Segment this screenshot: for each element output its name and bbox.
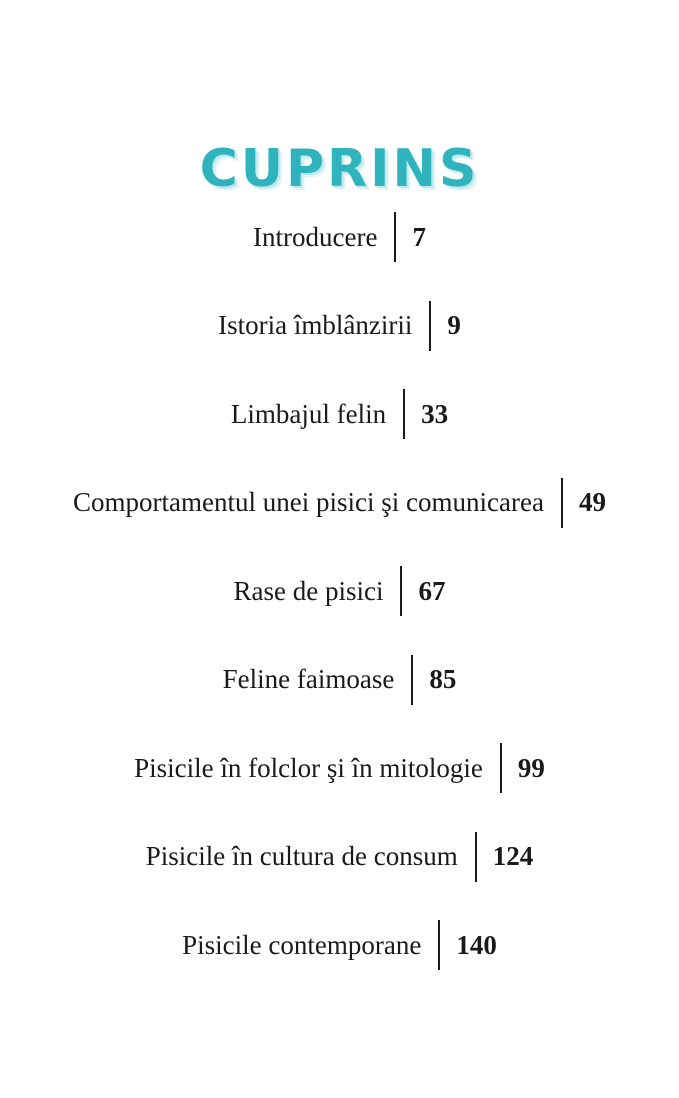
toc-entry-page: 85 bbox=[429, 664, 457, 694]
toc-divider bbox=[411, 655, 413, 705]
toc-entry-title: Pisicile în cultura de consum bbox=[145, 841, 458, 871]
toc-divider bbox=[438, 920, 440, 970]
toc-entry-page: 67 bbox=[418, 575, 446, 606]
toc-entry-title: Comportamentul unei pisici şi comunicarea bbox=[73, 487, 544, 517]
toc-entry bbox=[0, 832, 679, 882]
toc-divider bbox=[394, 212, 396, 262]
toc-entry bbox=[0, 478, 679, 528]
toc-entry-page: 33 bbox=[421, 398, 449, 429]
toc-entry bbox=[0, 920, 679, 970]
toc-entry bbox=[0, 655, 679, 705]
toc-entry bbox=[0, 566, 679, 616]
toc-entry-title: Istoria îmblânzirii bbox=[218, 310, 413, 340]
toc-entry-page: 140 bbox=[456, 929, 497, 960]
toc-entry-title: Limbajul felin bbox=[230, 398, 387, 429]
toc-entry bbox=[0, 301, 679, 351]
toc-divider bbox=[561, 478, 563, 528]
toc-divider bbox=[500, 743, 502, 793]
toc-entry-page: 124 bbox=[492, 841, 534, 871]
toc-entry-title: Feline faimoase bbox=[222, 664, 395, 694]
toc-entry-page: 9 bbox=[447, 310, 461, 340]
toc-entry-title: Pisicile contemporane bbox=[182, 929, 422, 960]
table-of-contents bbox=[0, 212, 679, 1009]
toc-divider bbox=[403, 389, 405, 439]
toc-entry-title: Pisicile în folclor şi în mitologie bbox=[134, 752, 483, 783]
toc-entry bbox=[0, 212, 679, 262]
toc-entry-page: 7 bbox=[412, 221, 426, 252]
toc-divider bbox=[400, 566, 402, 616]
toc-entry-title: Rase de pisici bbox=[233, 575, 384, 606]
toc-divider bbox=[475, 832, 477, 882]
toc-entry-title: Introducere bbox=[253, 221, 378, 252]
toc-divider bbox=[429, 301, 431, 351]
toc-entry bbox=[0, 389, 679, 439]
toc-entry bbox=[0, 743, 679, 793]
toc-entry-page: 99 bbox=[517, 752, 545, 783]
toc-entry-page: 49 bbox=[578, 487, 606, 517]
page-title: CUPRINS bbox=[199, 138, 480, 199]
